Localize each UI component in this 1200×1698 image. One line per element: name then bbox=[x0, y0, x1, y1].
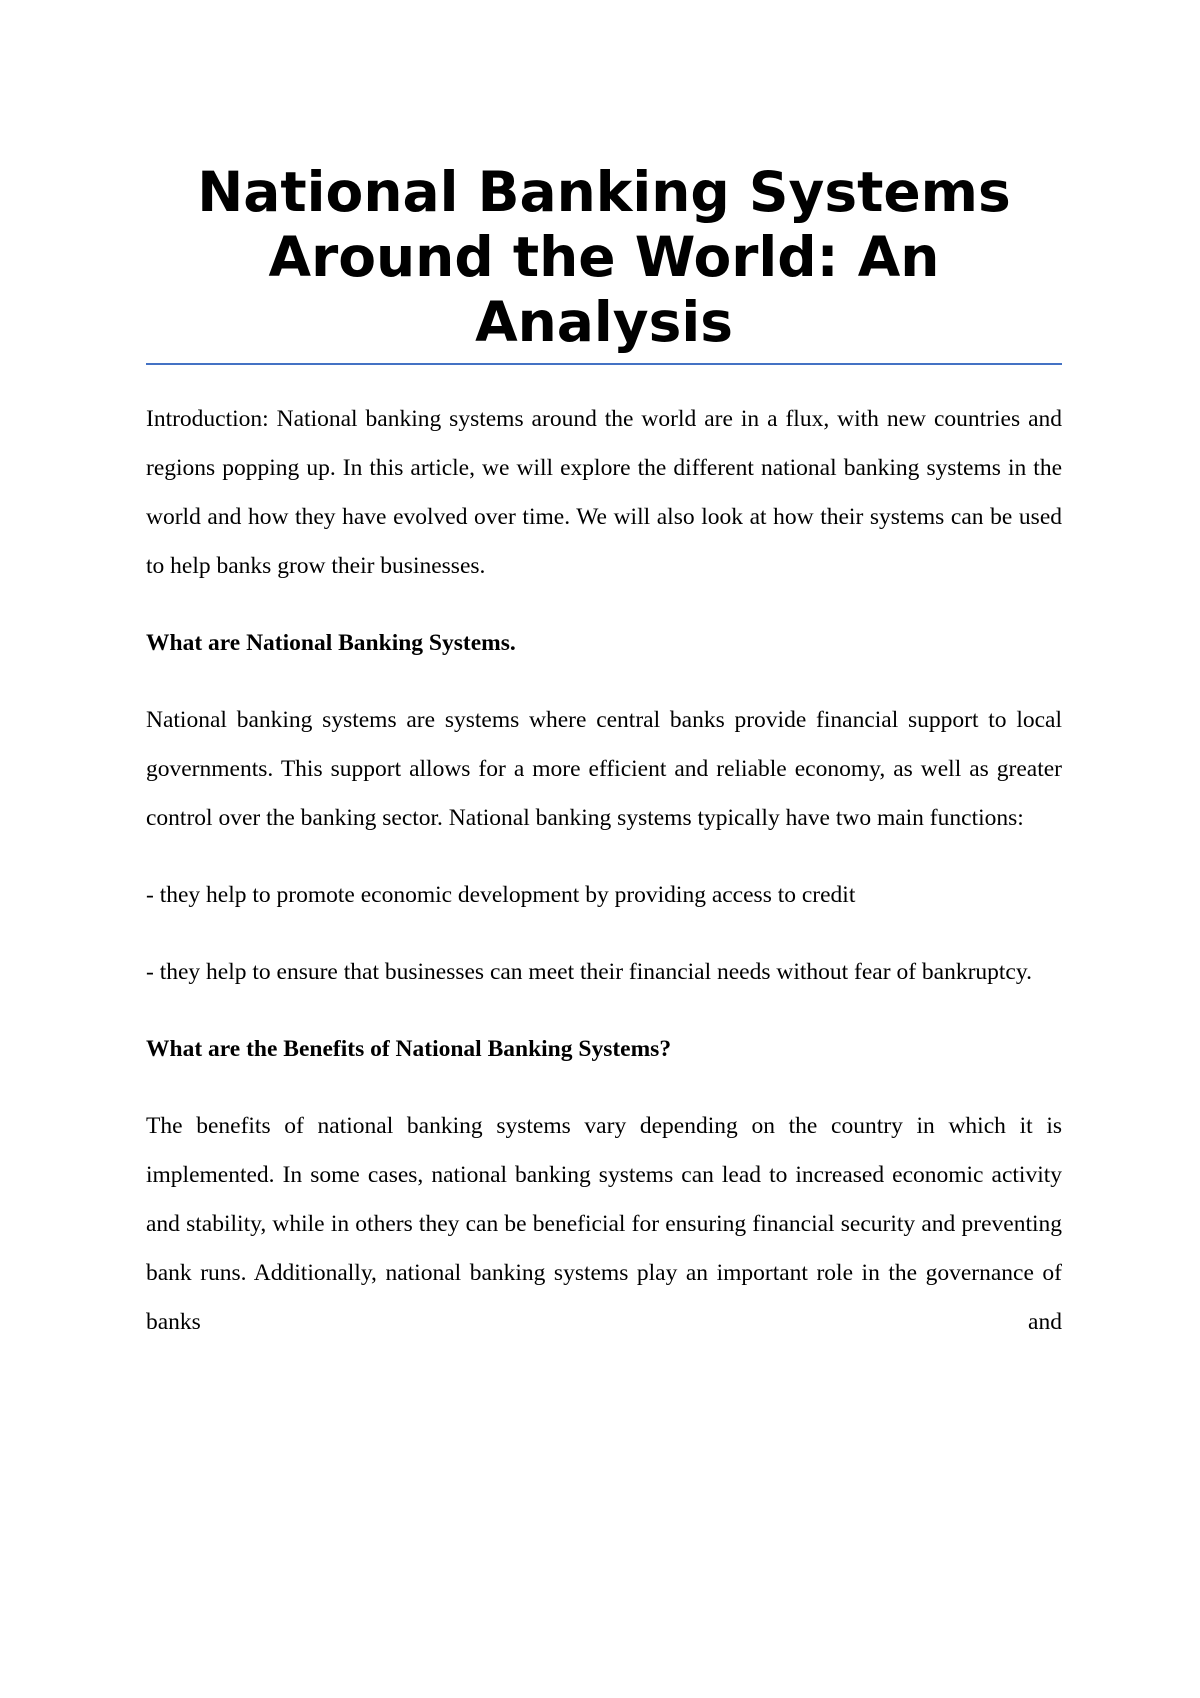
list-item: - they help to ensure that businesses can meet their financial needs without fear of bankruptcy. bbox=[146, 959, 1032, 985]
introduction-paragraph: Introduction: National banking systems around the world are in a flux, with new countries and regions popping up. In this article, we will explore the different national banking systems in the world and how they have evolved over time. We will also look at how their systems can be used to help banks grow their businesses. bbox=[146, 406, 1062, 579]
section-heading-benefits: What are the Benefits of National Banking Systems? bbox=[146, 1036, 672, 1062]
document-title: National Banking Systems Around the World: An Analysis bbox=[197, 160, 1011, 354]
list-item: - they help to promote economic development by providing access to credit bbox=[146, 882, 856, 908]
section-paragraph-what-are: National banking systems are systems where central banks provide financial support to local governments. This support allows for a more efficient and reliable economy, as well as greater control over the banking sector. National banking systems typically have two main functions: bbox=[146, 707, 1062, 831]
section-paragraph-benefits: The benefits of national banking systems vary depending on the country in which it is implemented. In some cases, national banking systems can lead to increased economic activity and stability, while in others they can be beneficial for ensuring financial security and preventing bank runs. Additionally, national banking systems play an important role in the governance of banks and bbox=[146, 1113, 1062, 1335]
title-underline-rule bbox=[146, 363, 1062, 365]
section-heading-what-are: What are National Banking Systems. bbox=[146, 630, 516, 656]
document-page bbox=[146, 160, 1062, 1375]
